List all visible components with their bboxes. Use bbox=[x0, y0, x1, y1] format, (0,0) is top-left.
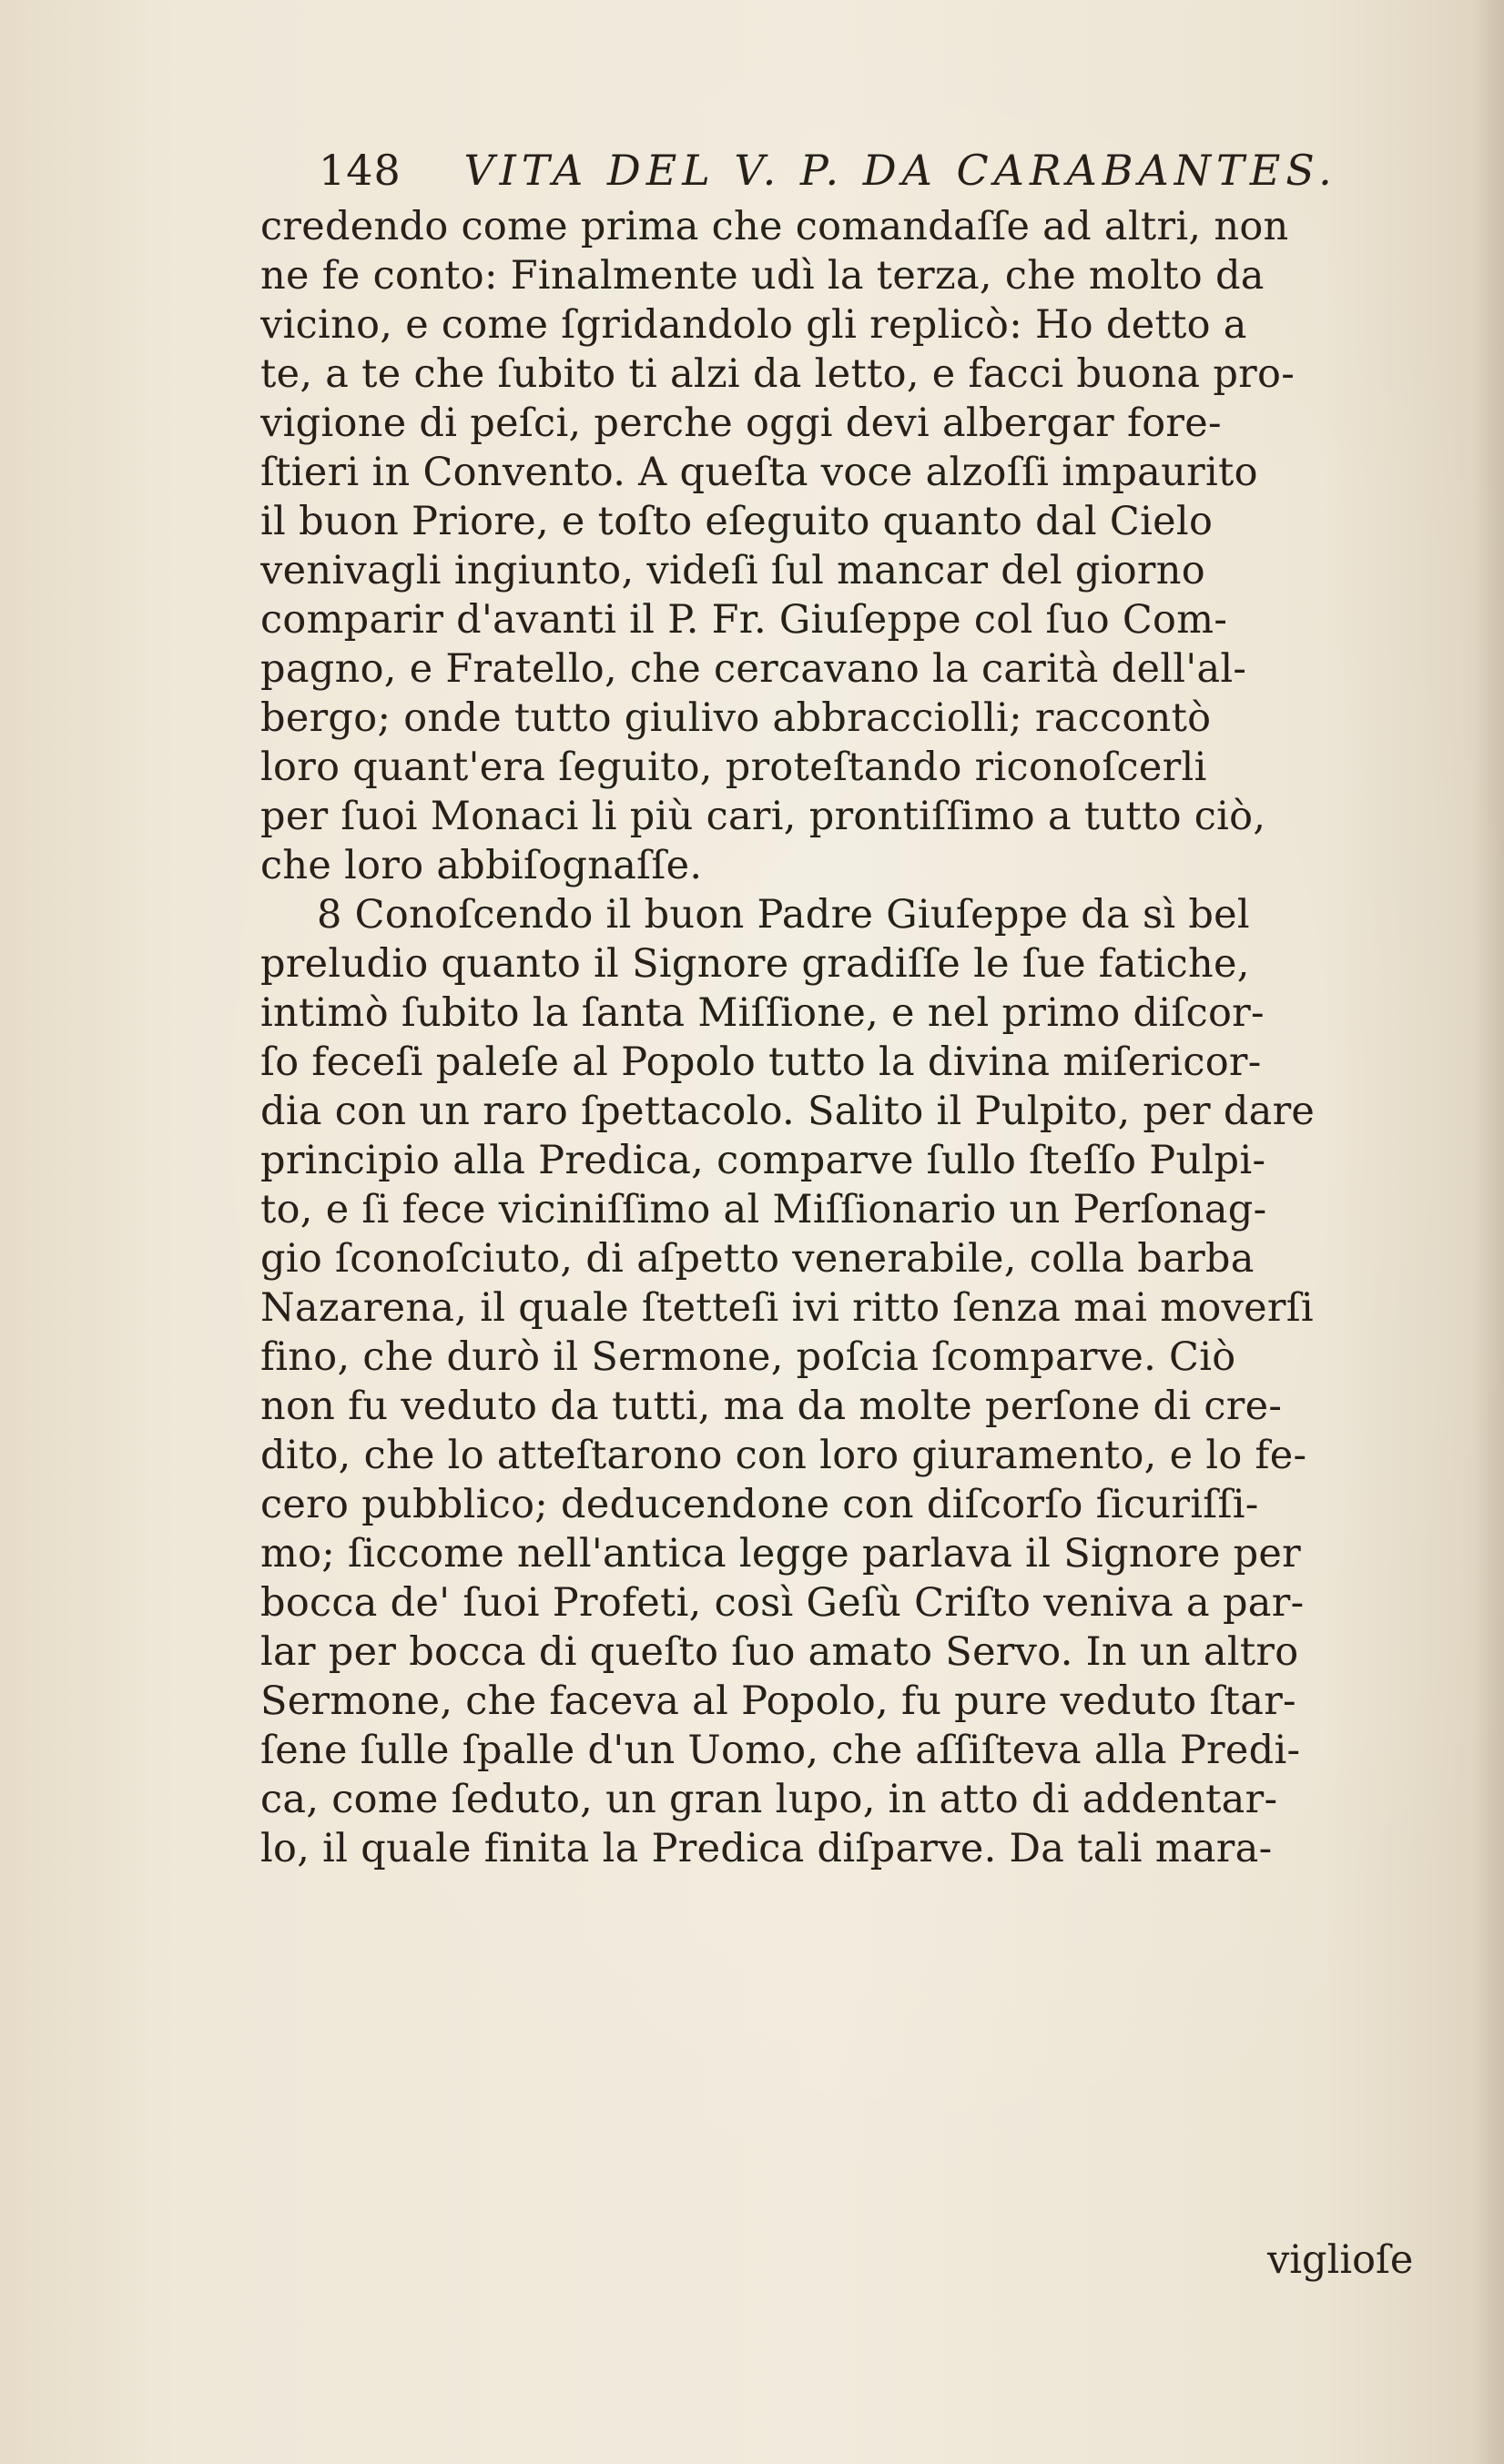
text-line: gio ſconoſciuto, di aſpetto venerabile, colla barba bbox=[260, 1236, 1255, 1282]
page-header bbox=[319, 146, 1484, 200]
text-line: lo, il quale finita la Predica diſparve. Da tali mara- bbox=[260, 1826, 1273, 1871]
paragraph-start-line: 8 Conoſcendo il buon Padre Giuſeppe da sì bel bbox=[317, 892, 1250, 938]
text-line: bocca de' ſuoi Profeti, così Geſù Criſto veniva a par- bbox=[260, 1580, 1305, 1626]
text-line: dia con un raro ſpettacolo. Salito il Pulpito, per dare bbox=[260, 1089, 1316, 1134]
text-line: Sermone, che faceva al Popolo, fu pure veduto ſtar- bbox=[260, 1678, 1296, 1724]
text-line: non fu veduto da tutti, ma da molte perſone di cre- bbox=[260, 1384, 1283, 1429]
text-line: pagno, e Fratello, che cercavano la carità dell'al- bbox=[260, 646, 1247, 692]
body-text bbox=[260, 202, 1504, 1873]
text-line: loro quant'era ſeguito, proteſtando riconoſcerli bbox=[260, 745, 1207, 790]
text-line: ſtieri in Convento. A queſta voce alzoſſi impaurito bbox=[260, 450, 1258, 495]
catchword: viglioſe bbox=[1267, 2237, 1414, 2283]
text-line: to, e ſi fece viciniſſimo al Miſſionario un Perſonag- bbox=[260, 1187, 1267, 1232]
text-line: te, a te che ſubito ti alzi da letto, e facci buona pro- bbox=[260, 351, 1296, 397]
text-line: che loro abbiſognaſſe. bbox=[260, 843, 703, 888]
text-line: Nazarena, il quale ſtetteſi ivi ritto ſenza mai moverſi bbox=[260, 1285, 1314, 1331]
text-line: fino, che durò il Sermone, poſcia ſcomparve. Ciò bbox=[260, 1334, 1236, 1380]
text-line: dito, che lo atteſtarono con loro giuramento, e lo fe- bbox=[260, 1433, 1307, 1478]
text-line: ſene ſulle ſpalle d'un Uomo, che aſſiſteva alla Predi- bbox=[260, 1728, 1301, 1773]
text-line: lar per bocca di queſto ſuo amato Servo. In un altro bbox=[260, 1629, 1299, 1675]
text-line: per ſuoi Monaci li più cari, prontiſſimo a tutto ciò, bbox=[260, 794, 1266, 839]
text-line: intimò ſubito la ſanta Miſſione, e nel primo diſcor- bbox=[260, 990, 1265, 1036]
text-line: venivagli ingiunto, videſi ſul mancar del giorno bbox=[260, 548, 1205, 593]
page-number: 148 bbox=[319, 146, 401, 195]
text-line: cero pubblico; deducendone con diſcorſo ſicuriſſi- bbox=[260, 1482, 1259, 1527]
text-line: preludio quanto il Signore gradiſſe le ſue fatiche, bbox=[260, 941, 1250, 987]
text-line: bergo; onde tutto giulivo abbracciolli; raccontò bbox=[260, 695, 1212, 741]
text-line: ſo feceſi paleſe al Popolo tutto la divina miſericor- bbox=[260, 1039, 1262, 1085]
text-line: ca, come ſeduto, un gran lupo, in atto di addentar- bbox=[260, 1777, 1278, 1822]
text-line: ne fe conto: Finalmente udì la terza, che molto da bbox=[260, 253, 1265, 299]
running-head: VITA DEL V. P. DA CARABANTES. bbox=[463, 146, 1337, 195]
text-line: il buon Priore, e toſto eſeguito quanto dal Cielo bbox=[260, 499, 1214, 544]
text-line: vigione di peſci, perche oggi devi albergar fore- bbox=[260, 401, 1222, 446]
text-line: principio alla Predica, comparve ſullo ſteſſo Pulpi- bbox=[260, 1138, 1266, 1183]
text-line: comparir d'avanti il P. Fr. Giuſeppe col ſuo Com- bbox=[260, 597, 1228, 643]
text-line: credendo come prima che comandaſſe ad altri, non bbox=[260, 204, 1289, 249]
text-line: mo; ſiccome nell'antica legge parlava il Signore per bbox=[260, 1531, 1302, 1577]
text-line: vicino, e come ſgridandolo gli replicò: Ho detto a bbox=[260, 302, 1247, 348]
